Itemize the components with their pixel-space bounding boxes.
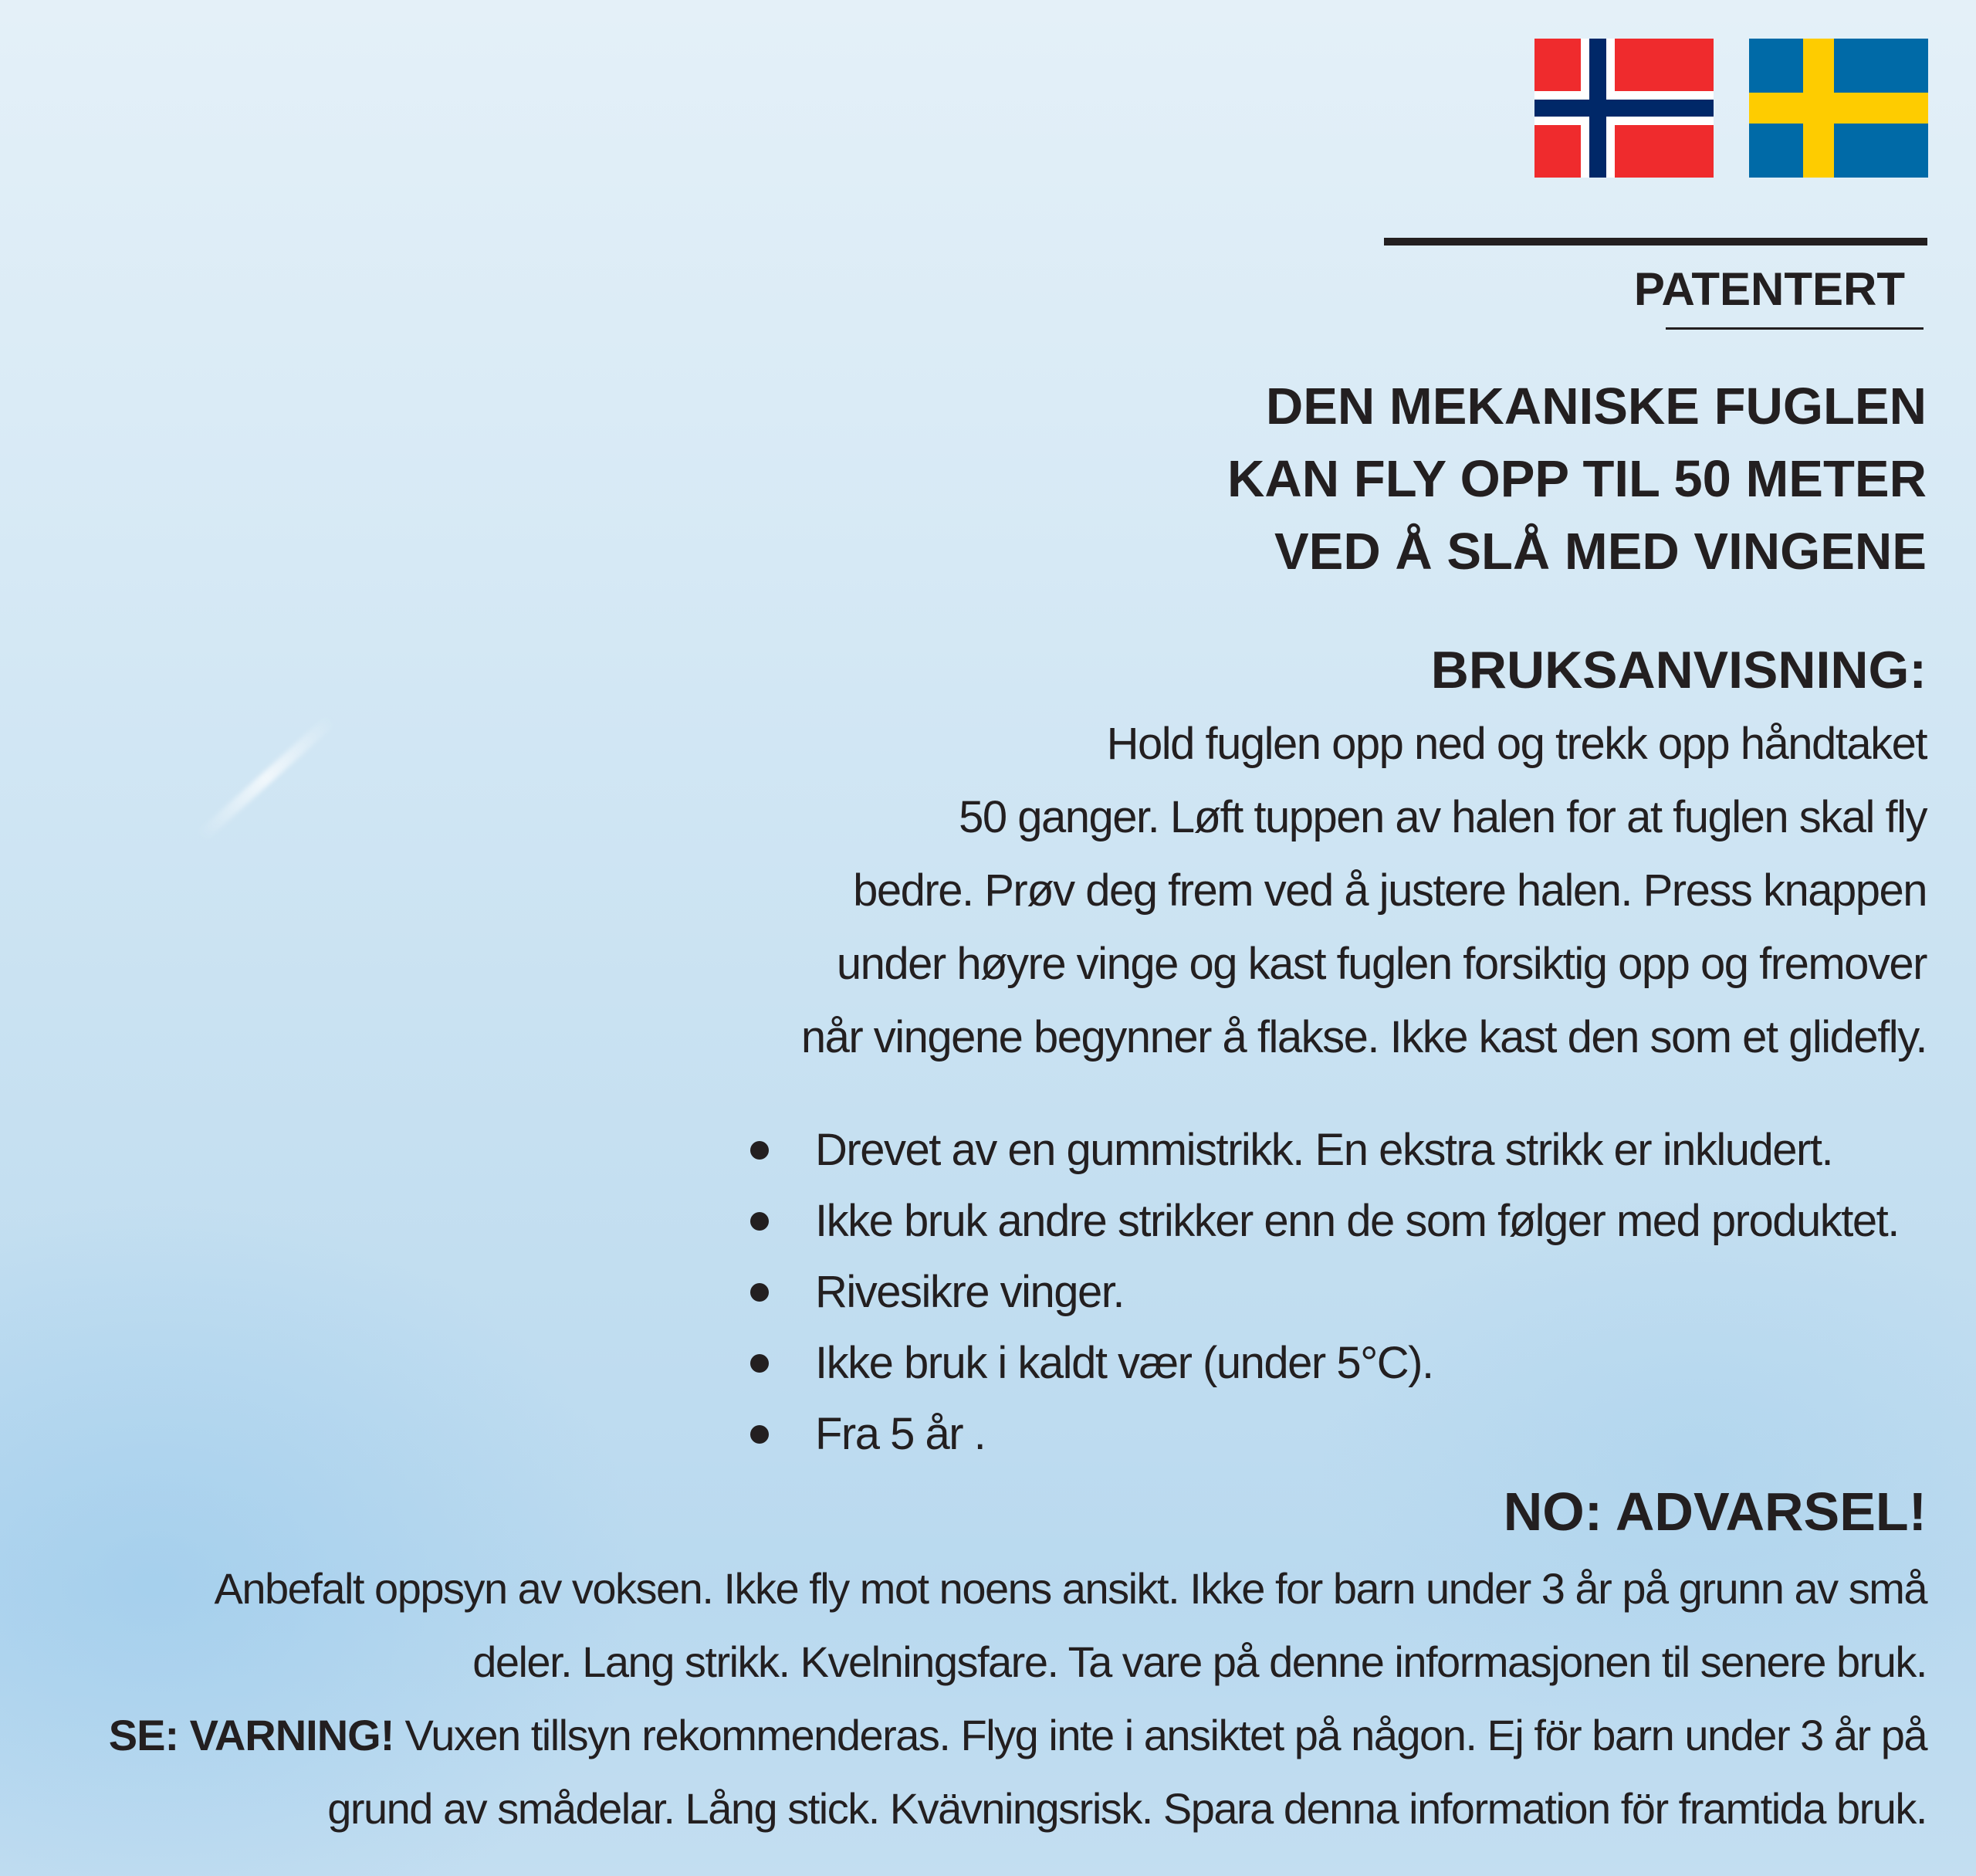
instructions-line: 50 ganger. Løft tuppen av halen for at fuglen skal fly — [959, 792, 1927, 842]
list-item — [750, 1186, 1899, 1257]
flag-cross-yellow-horizontal — [1749, 93, 1928, 124]
warning-no-title: NO: ADVARSEL! — [1503, 1481, 1927, 1542]
warnings-body — [109, 1552, 1927, 1845]
instructions-line: under høyre vinge og kast fuglen forsiktig opp og fremover — [836, 939, 1927, 989]
sweden-flag-icon — [1749, 39, 1928, 178]
top-divider — [1384, 238, 1927, 246]
list-item — [750, 1399, 1899, 1470]
headline-line: KAN FLY OPP TIL 50 METER — [1227, 450, 1927, 508]
warning-no-line: Anbefalt oppsyn av voksen. Ikke fly mot noens ansikt. Ikke for barn under 3 år på grunn av små — [214, 1564, 1927, 1613]
list-item-text: Drevet av en gummistrikk. En ekstra strikk er inkludert. — [815, 1125, 1833, 1175]
feature-list — [750, 1115, 1899, 1470]
list-item — [750, 1257, 1899, 1328]
warning-se-line: grund av smådelar. Lång stick. Kvävningsrisk. Spara denna information för framtida bruk. — [327, 1784, 1927, 1833]
warning-se-text: Vuxen tillsyn rekommenderas. Flyg inte i ansiktet på någon. Ej för barn under 3 år på — [404, 1711, 1927, 1759]
list-item-text: Rivesikre vinger. — [815, 1267, 1124, 1317]
patent-label: PATENTERT — [1633, 263, 1905, 315]
instructions-line: Hold fuglen opp ned og trekk opp håndtaket — [1106, 719, 1927, 769]
flag-cross-blue-horizontal — [1534, 100, 1714, 117]
list-item-text: Ikke bruk i kaldt vær (under 5°C). — [815, 1338, 1433, 1388]
warning-se-label: SE: VARNING! — [108, 1711, 394, 1759]
headline-line: DEN MEKANISKE FUGLEN — [1265, 378, 1927, 435]
bullet-icon — [750, 1425, 769, 1444]
norway-flag-icon — [1534, 39, 1714, 178]
instructions-body — [801, 707, 1927, 1074]
list-item-text: Fra 5 år . — [815, 1409, 986, 1459]
headline-line: VED Å SLÅ MED VINGENE — [1274, 523, 1927, 581]
bullet-icon — [750, 1354, 769, 1373]
bullet-icon — [750, 1283, 769, 1302]
warning-no-line: deler. Lang strikk. Kvelningsfare. Ta vare på denne informasjonen til senere bruk. — [472, 1637, 1927, 1686]
background-streak — [196, 714, 337, 842]
warning-se-line — [109, 1698, 1927, 1772]
list-item-text: Ikke bruk andre strikker enn de som følger med produktet. — [815, 1196, 1899, 1246]
instructions-line: bedre. Prøv deg frem ved å justere halen. Press knappen — [853, 865, 1927, 916]
bullet-icon — [750, 1212, 769, 1231]
bullet-icon — [750, 1141, 769, 1160]
list-item — [750, 1328, 1899, 1399]
patent-underline — [1666, 327, 1924, 330]
headline — [1227, 371, 1927, 588]
list-item — [750, 1115, 1899, 1186]
instructions-line: når vingene begynner å flakse. Ikke kast den som et glidefly. — [800, 1012, 1927, 1062]
instructions-title: BRUKSANVISNING: — [1430, 641, 1927, 699]
